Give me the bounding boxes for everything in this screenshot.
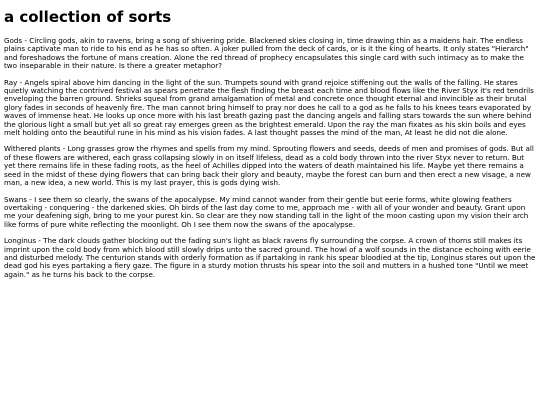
page-title: a collection of sorts [4,8,172,26]
paragraph-withered-plants: Withered plants - Long grasses grow the rhymes and spells from my mind. Sprouting flowers and seeds, deeds of men and promises of gods. But all of these flowers are withered, each grass collapsing slowly in on itself lifeless, dead as a cold body thrown into the river Styx never to return. But yet there remains life in these fading roots, as the heel of Achilles dipped into the waters of death maintained his life. Maybe yet there remains a seed in the midst of these dying flowers that can bring back their glory and beauty, maybe the forest can burn and then erect a new visage, a new man, a new idea, a new world. This is my last prayer, this is gods dying wish. [4,144,534,188]
paragraph-longinus: Longinus - The dark clouds gather blocking out the fading sun's light as black ravens fly surrounding the corpse. A crown of thorns still makes its imprint upon the cold body from which blood still slowly drips unto the sacred ground. The howl of a wolf sounds in the distance echoing with eerie and disturbed melody. The centurion stands with orderly formation as if partaking in rank his spear bloodied at the tip, Longinus stares out upon the dead god his eyes partaking a fiery gaze. The figure in a sturdy motion thrusts his spear into the soil and mutters in a hushed tone "Until we meet again." as he turns his back to the corpse. [4,236,536,279]
paragraph-gods: Gods - Circling gods, akin to ravens, bring a song of shivering pride. Blackened skies closing in, time drawing thin as a maidens hair. The endless plains captivate man to ride to his end as he has so often. A joker pulled from the deck of cards, or is it the king of hearts. It only states "Hierarch" and foreshadows the fortune of mans creation. Alone the red thread of prophecy encapsulates this single card with such intimacy as to make the two inseparable in their nature. Is there a greater metaphor? [4,36,529,71]
paragraph-swans: Swans - I see them so clearly, the swans of the apocalypse. My mind cannot wander from their gentle but eerie forms, white glowing feathers overtaking - conquering - the darkened skies. Oh birds of the last day come to me, approach me - with all of your wonder and beauty. Grant upon me your deafening sigh, bring to me your purest kin. So clear are they now standing tall in the light of the moon casting upon my vision their arch like forms of pure white reflecting the moonlight. Oh I see them now the swans of the apocalypse. [4,194,529,229]
paragraph-ray: Ray - Angels spiral above him dancing in the light of the sun. Trumpets sound with grand rejoice stiffening out the walls of the falling. He stares quietly watching the contrived festival as spears penetrate the flesh finding the breast each time and blood flows like the River Styx it's red tendrils enveloping the barren ground. Shrieks squeal from grand amalgamation of metal and concrete once thought eternal and invincible as their brutal glory fades in seconds of heavenly fire. The man cannot bring himself to pray nor does he call to a god as he falls to his knees tears evaporated by waves of immense heat. He looks up once more with his last breath gazing past the dancing angels and falling stars towards the sun where behind the glorious light a small but yet all so great ray emerges green as the brightest emerald. Upon the ray the man fixates as his skin boils and eyes melt holding onto the beautiful rune in his mind as his vision fades. A last thought passes the mind of the man, At least he did not die alone. [4,77,534,138]
